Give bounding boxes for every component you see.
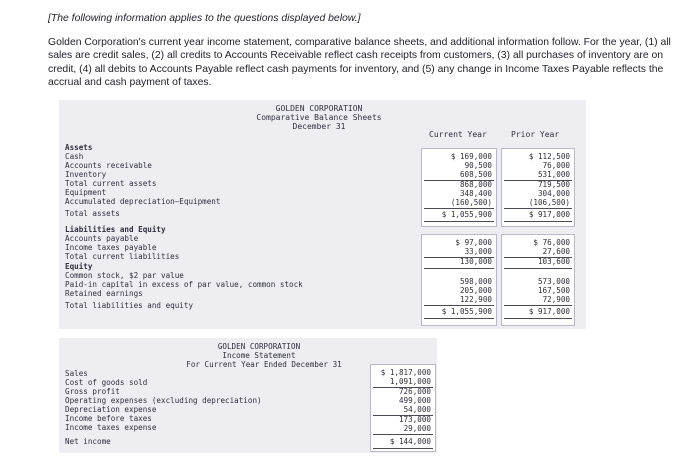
prior-year-assets-box bbox=[501, 148, 575, 227]
cell-value: $ 76,000 bbox=[533, 238, 570, 247]
cell-value: $ 917,000 bbox=[528, 307, 570, 316]
row-label: Cash bbox=[65, 152, 84, 161]
intro-text bbox=[48, 12, 688, 90]
cell-value: $ 144,000 bbox=[389, 437, 431, 446]
row-label: Depreciation expense bbox=[65, 405, 157, 414]
cell-value: 205,000 bbox=[459, 286, 492, 295]
income-statement-period: For Current Year Ended December 31 bbox=[186, 360, 342, 369]
rule-line bbox=[504, 305, 572, 306]
balance-sheet-subtitle: Comparative Balance Sheets bbox=[256, 113, 382, 122]
intro-first-line: [The following information applies to the questions displayed below.] bbox=[48, 13, 361, 24]
cell-value: 76,000 bbox=[542, 161, 570, 170]
cell-value: $ 1,817,000 bbox=[380, 368, 431, 377]
income-statement-title: GOLDEN CORPORATION bbox=[217, 342, 301, 351]
row-label: Income taxes expense bbox=[65, 423, 157, 432]
rule-line bbox=[373, 434, 433, 435]
rule-line bbox=[504, 318, 572, 319]
cell-value: 54,000 bbox=[403, 405, 431, 414]
row-label: Inventory bbox=[65, 170, 107, 179]
row-label: Accounts receivable bbox=[65, 161, 152, 170]
cell-value: 348,400 bbox=[459, 189, 492, 198]
cell-value: $ 1,055,900 bbox=[441, 210, 492, 219]
cell-value: 304,000 bbox=[537, 189, 570, 198]
col-header-current: Current Year bbox=[429, 130, 487, 139]
cell-value: 103,600 bbox=[537, 257, 570, 266]
row-label: Total liabilities and equity bbox=[65, 301, 194, 310]
rule-line bbox=[504, 268, 572, 269]
cell-value: 719,500 bbox=[537, 180, 570, 189]
balance-sheet-panel bbox=[59, 100, 586, 329]
cell-value: $ 917,000 bbox=[528, 210, 570, 219]
cell-value: $ 169,000 bbox=[450, 152, 492, 161]
rule-line bbox=[504, 208, 572, 209]
current-year-liabilities-box bbox=[421, 234, 497, 326]
rule-line bbox=[373, 448, 433, 449]
rule-line bbox=[424, 208, 494, 209]
assets-heading: Assets bbox=[65, 143, 93, 152]
intro-paragraph: Golden Corporation's current year income statement, comparative balance sheets, and additional information follow. For the year, (1) all sales are credit sales, (2) all credits to Accounts Receivable reflect cash receipts from customers, (3) all purchases of inventory are on credit, (4) all debits to Accounts Payable reflect cash payments for inventory, and (5) any change in Income Taxes Payable reflects the accrual and cash payment of taxes. bbox=[48, 36, 671, 89]
cell-value: 33,000 bbox=[464, 247, 492, 256]
balance-sheet-title: GOLDEN CORPORATION bbox=[275, 104, 363, 113]
row-label: Income taxes payable bbox=[65, 243, 157, 252]
liabilities-heading: Liabilities and Equity bbox=[65, 225, 166, 234]
row-label: Total current assets bbox=[65, 179, 157, 188]
cell-value: (106,500) bbox=[528, 198, 570, 207]
row-label: Net income bbox=[65, 437, 111, 446]
row-label: Retained earnings bbox=[65, 289, 143, 298]
row-label: Sales bbox=[65, 369, 88, 378]
row-label: Total assets bbox=[65, 209, 120, 218]
row-label: Cost of goods sold bbox=[65, 378, 148, 387]
row-label: Income before taxes bbox=[65, 414, 152, 423]
rule-line bbox=[424, 221, 494, 222]
cell-value: 167,500 bbox=[537, 286, 570, 295]
cell-value: 130,000 bbox=[459, 257, 492, 266]
cell-value: 122,900 bbox=[459, 295, 492, 304]
cell-value: 726,000 bbox=[398, 387, 431, 396]
equity-heading: Equity bbox=[65, 262, 93, 271]
row-label: Equipment bbox=[65, 188, 107, 197]
rule-line bbox=[424, 305, 494, 306]
cell-value: 72,900 bbox=[542, 295, 570, 304]
cell-value: 90,500 bbox=[464, 161, 492, 170]
cell-value: 27,600 bbox=[542, 247, 570, 256]
cell-value: 868,000 bbox=[459, 180, 492, 189]
cell-value: 1,091,000 bbox=[389, 377, 431, 386]
rule-line bbox=[424, 318, 494, 319]
income-statement-subtitle: Income Statement bbox=[222, 351, 296, 360]
row-label: Paid-in capital in excess of par value, common stock bbox=[65, 280, 303, 289]
cell-value: 531,000 bbox=[537, 170, 570, 179]
row-label: Accumulated depreciation—Equipment bbox=[65, 197, 221, 206]
income-statement-panel bbox=[59, 338, 437, 453]
cell-value: $ 1,055,900 bbox=[441, 307, 492, 316]
col-header-prior: Prior Year bbox=[511, 130, 560, 139]
cell-value: $ 97,000 bbox=[455, 238, 492, 247]
cell-value: 573,000 bbox=[537, 277, 570, 286]
current-year-assets-box bbox=[421, 148, 497, 227]
cell-value: 598,000 bbox=[459, 277, 492, 286]
income-values-box bbox=[370, 364, 436, 452]
cell-value: $ 112,500 bbox=[528, 152, 570, 161]
cell-value: 29,000 bbox=[403, 424, 431, 433]
row-label: Accounts payable bbox=[65, 234, 139, 243]
cell-value: 499,000 bbox=[398, 396, 431, 405]
cell-value: 608,500 bbox=[459, 170, 492, 179]
rule-line bbox=[504, 221, 572, 222]
row-label: Common stock, $2 par value bbox=[65, 271, 184, 280]
cell-value: (160,500) bbox=[450, 198, 492, 207]
prior-year-liabilities-box bbox=[501, 234, 575, 326]
balance-sheet-date: December 31 bbox=[292, 122, 346, 131]
cell-value: 173,000 bbox=[398, 415, 431, 424]
row-label: Operating expenses (excluding depreciation) bbox=[65, 396, 262, 405]
rule-line bbox=[424, 268, 494, 269]
row-label: Total current liabilities bbox=[65, 252, 180, 261]
row-label: Gross profit bbox=[65, 387, 120, 396]
